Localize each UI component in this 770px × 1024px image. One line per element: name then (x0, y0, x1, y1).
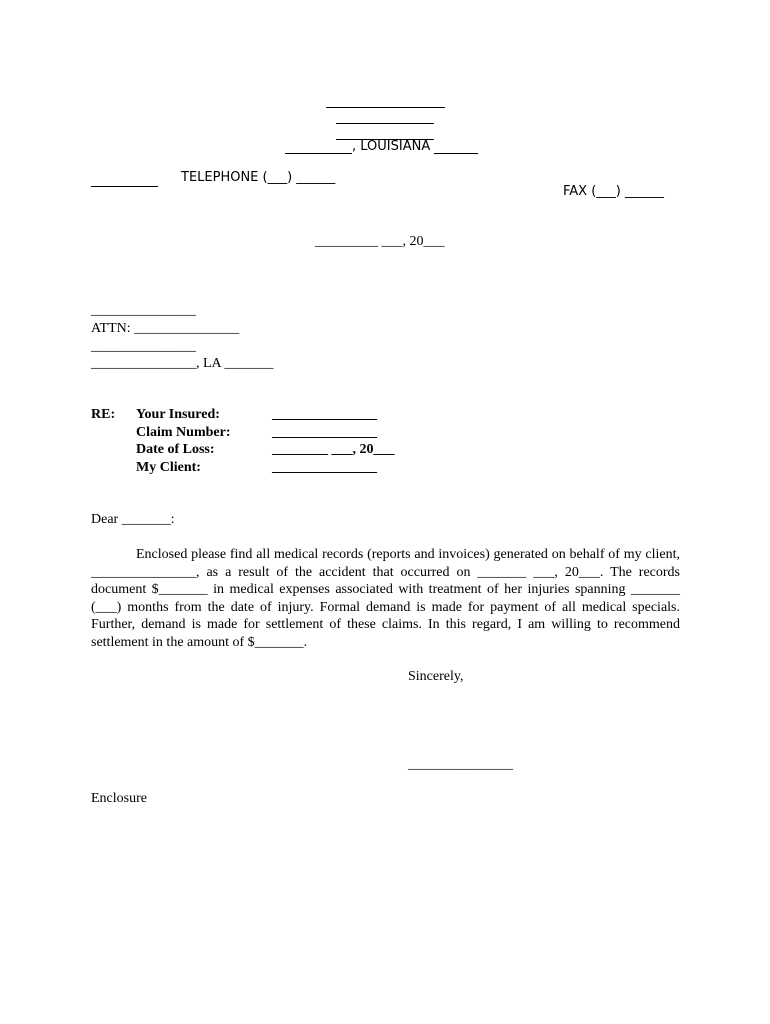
re-field-label: Date of Loss: (136, 442, 215, 457)
firm-name-line (91, 186, 158, 187)
enclosure-note: Enclosure (91, 791, 147, 806)
letterhead-city-state (285, 139, 478, 154)
zip-blank (434, 139, 478, 154)
letterhead-name-line (326, 107, 445, 108)
recipient-name: _______________ (91, 303, 196, 318)
re-field-label: Claim Number: (136, 425, 231, 440)
body-paragraph: Enclosed please find all medical records (reports and invoices) generated on behalf of my client, _______________, as a result of the accident that occurred on _______ ___, 20___. The records document $_______ in medical expenses associated with treatment of her injuries spanning _______ (___) months from the date of injury. Formal demand is made for payment of all medical specials. Further, demand is made for settlement of these claims. In this regard, I am willing to recommend settlement in the amount of $_______. (91, 547, 680, 650)
re-field-value: _______________ (272, 407, 377, 422)
salutation: Dear _______: (91, 512, 175, 527)
re-field-value: _______________ (272, 425, 377, 440)
recipient-city-state: _______________, LA _______ (91, 356, 274, 371)
signature-line: _______________ (408, 757, 513, 772)
city-blank (285, 139, 352, 154)
telephone-line: TELEPHONE (___) ______ (181, 170, 336, 185)
closing: Sincerely, (408, 669, 464, 684)
recipient-address: _______________ (91, 339, 196, 354)
re-field-label: My Client: (136, 460, 201, 475)
re-field-label: Your Insured: (136, 407, 220, 422)
re-label: RE: (91, 407, 116, 422)
fax-line: FAX (___) ______ (563, 184, 664, 199)
location-text: , LOUISIANA (352, 139, 431, 154)
re-field-value: ________ ___, 20___ (272, 442, 395, 457)
re-field-value: _______________ (272, 460, 377, 475)
letterhead-address-line-1 (336, 123, 434, 124)
recipient-attn: ATTN: _______________ (91, 321, 240, 336)
date-line: _________ ___, 20___ (315, 234, 445, 249)
